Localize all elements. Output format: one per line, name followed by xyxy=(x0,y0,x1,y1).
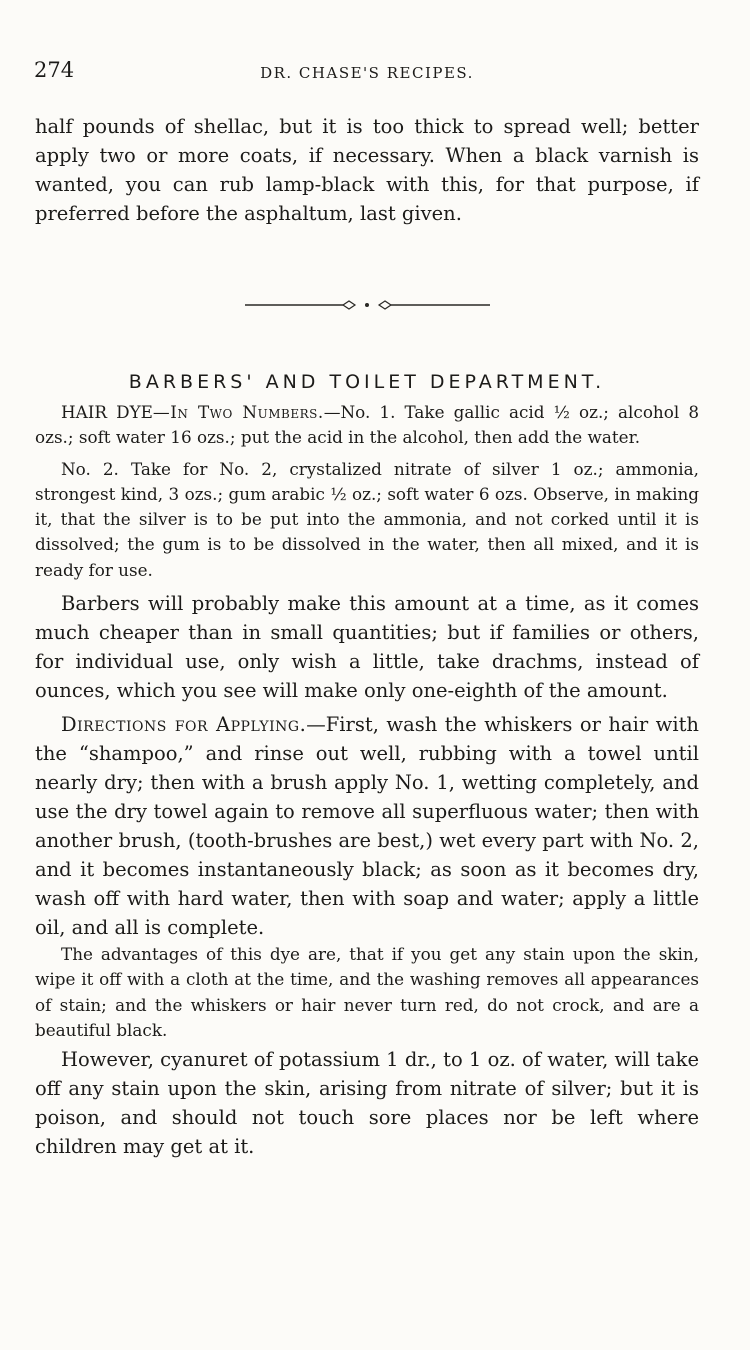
directions-text: —First, wash the whiskers or hair with the “shampoo,” and rinse out well, rubbing with a towel until nearly dry; then with a brush apply No. 1, wetting completely, and use the dry towel again to remove all superfluous water; then with another brush, (tooth-brushes are best,) wet every part with No. 2, and it becomes instantaneously black; as soon as it becomes dry, wash off with hard water, then with soap and water; apply a little oil, and all is complete. xyxy=(35,713,699,940)
hair-dye-no2: No. 2. Take for No. 2, crystalized nitrate of silver 1 oz.; ammonia, strongest kind, 3 ozs.; gum arabic ½ oz.; soft water 6 ozs. Observe, in making it, that the silver is to be put into the ammonia, and not corked until it is dissolved; the gum is to be dissolved in the water, then all mixed, and it is ready for use. xyxy=(35,458,699,580)
hair-dye-no1-text: —No. 1. Take gallic acid ½ oz.; alcohol 8 ozs.; soft water 16 ozs.; put the acid in the alcohol, then add the water. xyxy=(35,402,699,448)
intro-paragraph: half pounds of shellac, but it is too thick to spread well; better apply two or more coats, if necessary. When a black varnish is wanted, you can rub lamp-black with this, for that purpose, if preferred before the asphaltum, last given. xyxy=(35,115,699,225)
barbers-paragraph: Barbers will probably make this amount at a time, as it comes much cheaper than in small quantities; but if families or others, for individual use, only wish a little, take drachms, instead of ounces, which you see will make only one-eighth of the amount. xyxy=(35,592,699,703)
hair-dye-no1 xyxy=(35,400,699,451)
main-text xyxy=(35,400,699,1161)
directions-label: Directions for Applying. xyxy=(61,713,307,737)
page-number: 274 xyxy=(34,58,75,82)
advantages-paragraph: The advantages of this dye are, that if you get any stain upon the skin, wipe it off with a cloth at the time, and the washing removes all appearances of stain; and the whiskers or hair never turn red, do not crock, and are a beautiful black. xyxy=(35,944,699,1040)
running-head: DR. CHASE'S RECIPES. xyxy=(260,64,474,82)
directions-paragraph xyxy=(35,710,699,942)
however-paragraph: However, cyanuret of potassium 1 dr., to 1 oz. of water, will take off any stain upon the skin, arising from nitrate of silver; but it is poison, and should not touch sore places nor be left where children may get at it. xyxy=(35,1048,699,1159)
ornamental-divider xyxy=(245,298,490,312)
intro-block xyxy=(35,112,699,228)
hair-dye-subtitle: —In Two Numbers. xyxy=(152,402,324,422)
hair-dye-title: HAIR DYE xyxy=(61,402,153,422)
page-header xyxy=(34,58,700,90)
section-heading: BARBERS' AND TOILET DEPARTMENT. xyxy=(128,370,606,393)
